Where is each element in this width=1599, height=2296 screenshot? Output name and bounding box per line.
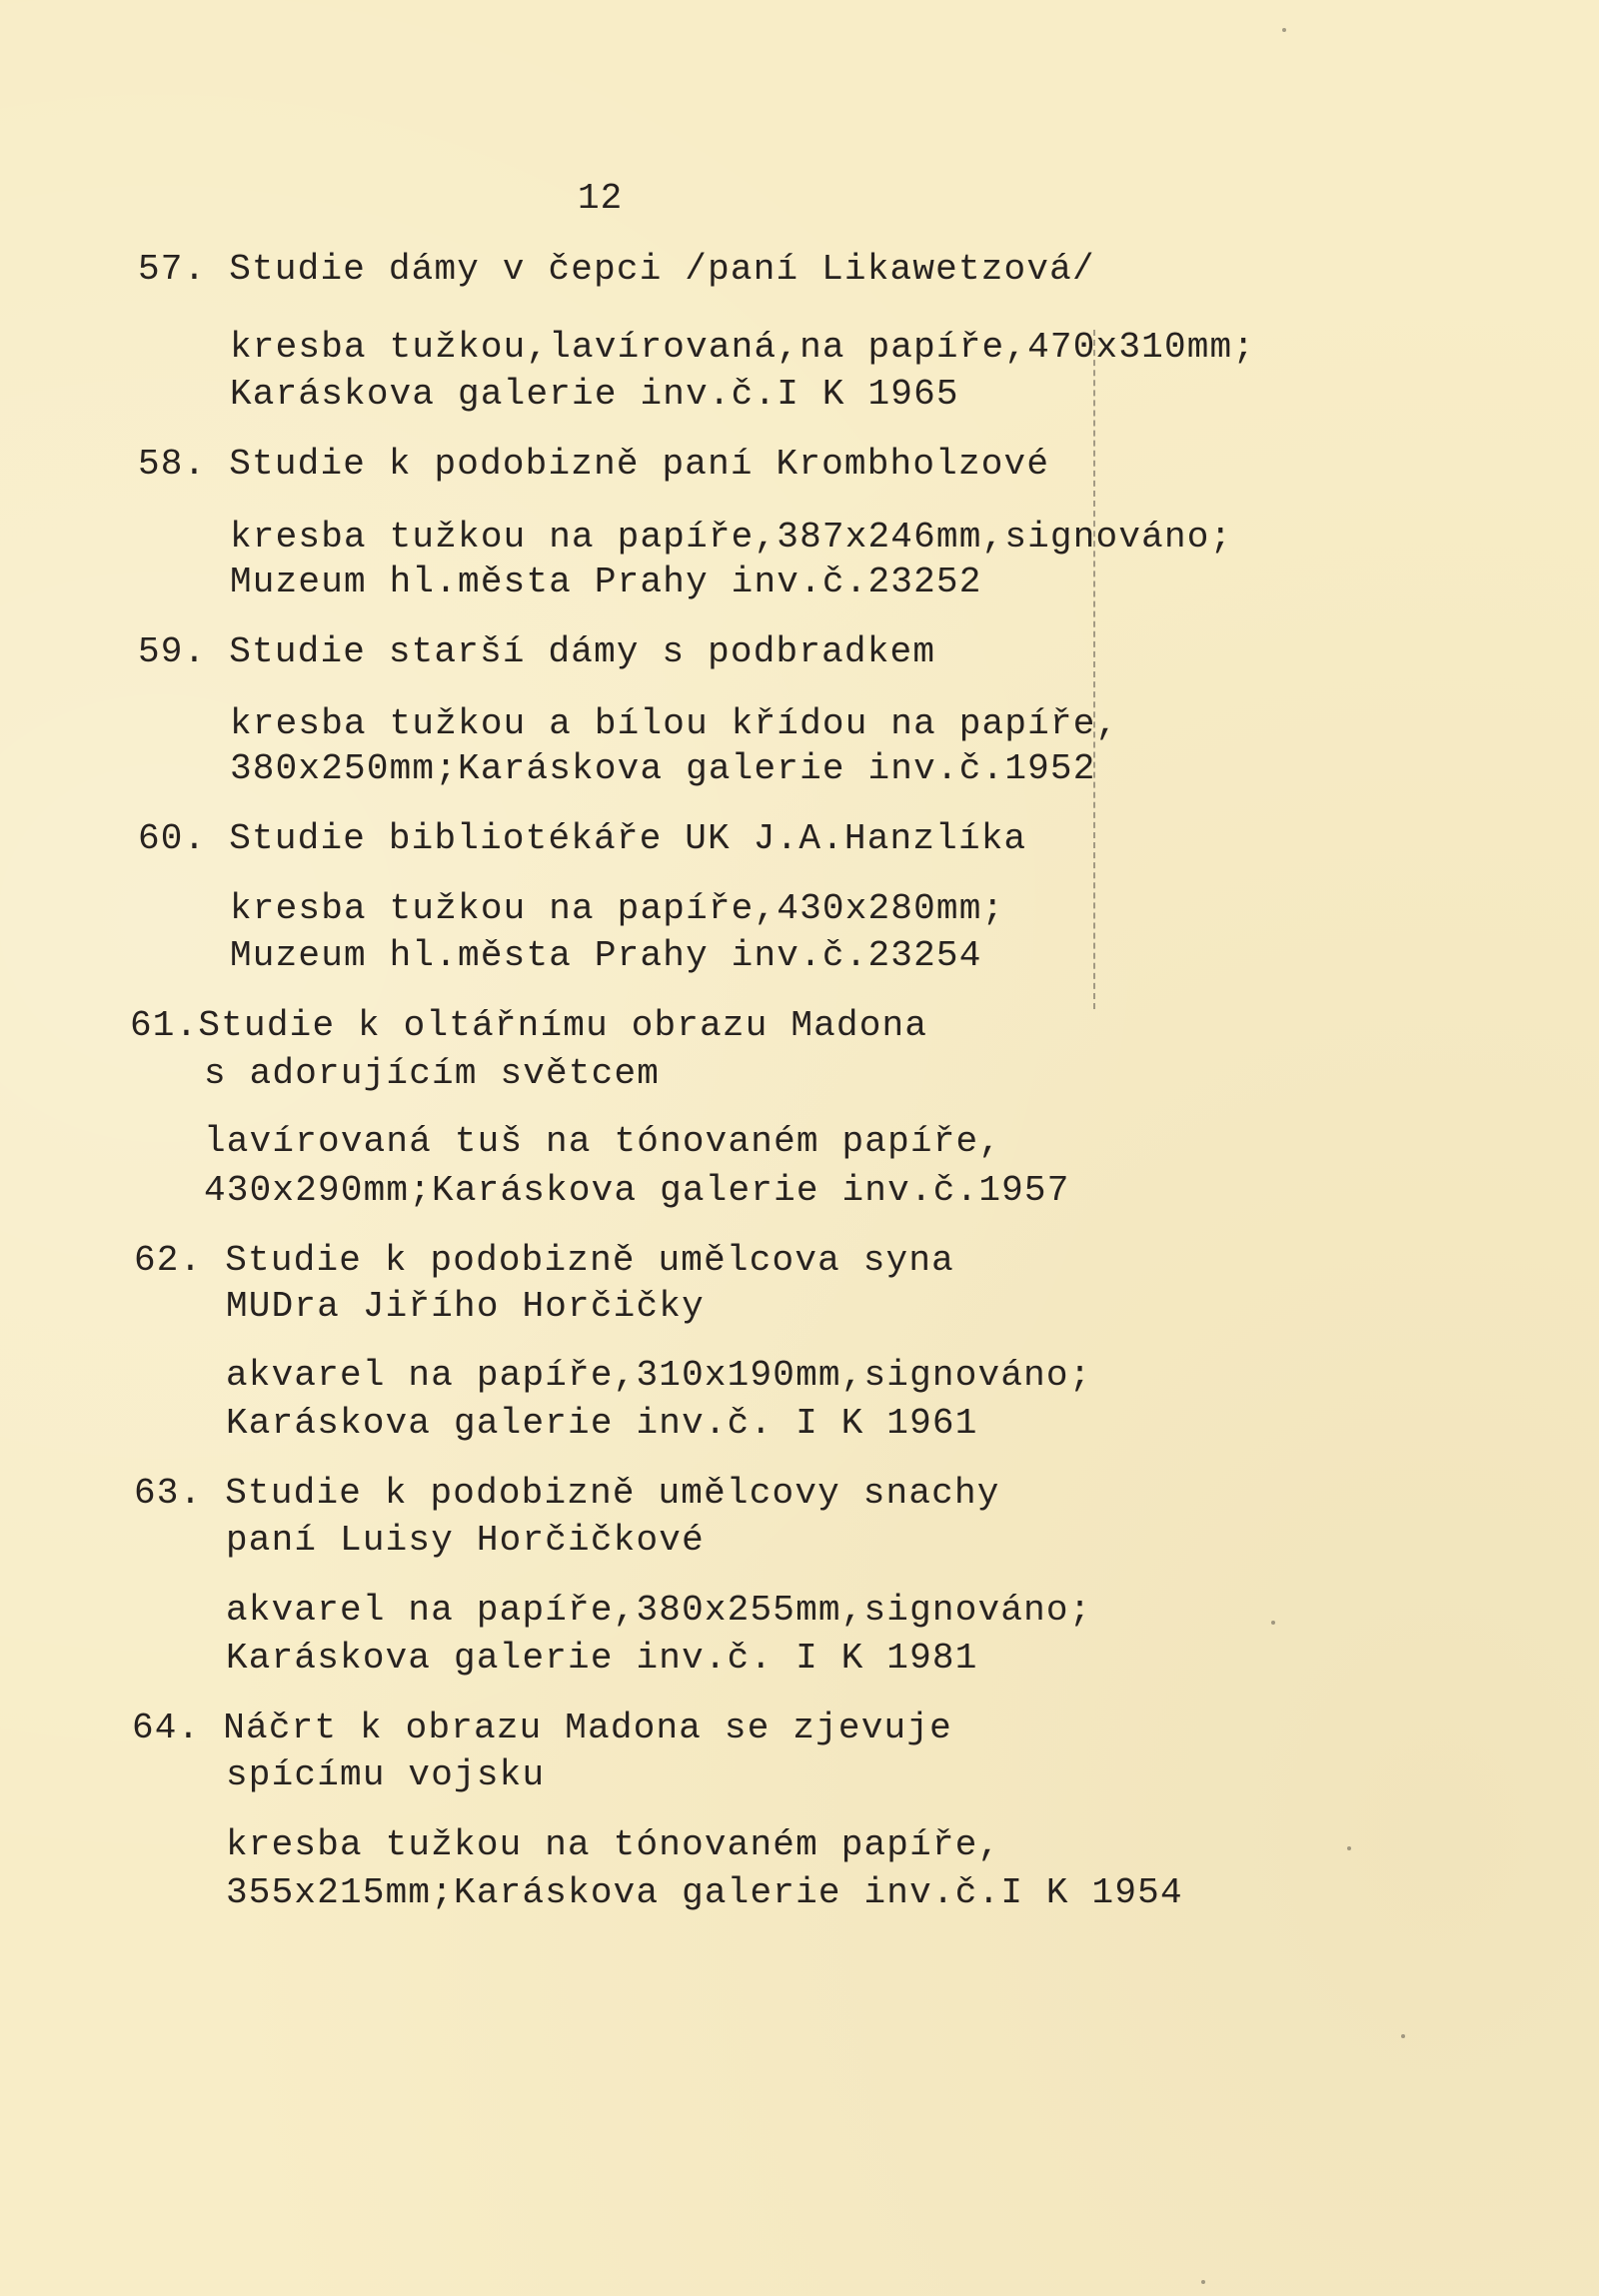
entry-63-title xyxy=(134,1474,1000,1514)
entry-59-title xyxy=(138,632,935,672)
entry-59-number: 59. xyxy=(138,631,207,672)
entry-64-number: 64. xyxy=(132,1708,201,1748)
entry-61-title-line-2: s adorujícím světcem xyxy=(204,1053,661,1094)
entry-57-title-line-1: Studie dámy v čepci /paní Likawetzová/ xyxy=(229,249,1095,290)
entry-61-number: 61. xyxy=(130,1005,199,1046)
entry-63-title-line-1: Studie k podobizně umělcovy snachy xyxy=(225,1473,1000,1514)
entry-64-detail-line-1: kresba tužkou na tónovaném papíře, xyxy=(226,1824,1001,1865)
entry-60-title-line-1: Studie bibliotékáře UK J.A.Hanzlíka xyxy=(229,818,1027,859)
entry-60-title xyxy=(138,819,1026,859)
entry-59-title-line-1: Studie starší dámy s podbradkem xyxy=(229,631,936,672)
page-number: 12 xyxy=(578,178,624,219)
entry-62-detail-line-2: Karáskova galerie inv.č. I K 1961 xyxy=(226,1403,978,1444)
entry-58-detail-line-2: Muzeum hl.města Prahy inv.č.23252 xyxy=(230,562,982,602)
entry-62-detail-line-1: akvarel na papíře,310x190mm,signováno; xyxy=(226,1355,1092,1396)
entry-58-title xyxy=(138,445,1049,485)
entry-57-number: 57. xyxy=(138,249,207,290)
entry-60-number: 60. xyxy=(138,818,207,859)
entry-57-detail-line-2: Karáskova galerie inv.č.I K 1965 xyxy=(230,374,959,415)
entry-64-title-line-1: Náčrt k obrazu Madona se zjevuje xyxy=(223,1708,952,1748)
entry-58-title-line-1: Studie k podobizně paní Krombholzové xyxy=(229,444,1050,485)
entry-58-detail-line-1: kresba tužkou na papíře,387x246mm,signováno; xyxy=(230,517,1233,558)
entry-59-detail-line-2: 380x250mm;Karáskova galerie inv.č.1952 xyxy=(230,748,1096,789)
entry-63-detail-line-2: Karáskova galerie inv.č. I K 1981 xyxy=(226,1638,978,1679)
entry-60-detail-line-1: kresba tužkou na papíře,430x280mm; xyxy=(230,888,1005,929)
entry-63-number: 63. xyxy=(134,1473,203,1514)
entry-61-title xyxy=(130,1006,927,1046)
entry-64-title-line-2: spícímu vojsku xyxy=(226,1754,546,1795)
entry-61-detail-line-1: lavírovaná tuš na tónovaném papíře, xyxy=(204,1121,1002,1162)
entry-62-title-line-2: MUDra Jiřího Horčičky xyxy=(226,1286,705,1327)
entry-63-title-line-2: paní Luisy Horčičkové xyxy=(226,1520,705,1561)
paper-speck xyxy=(1271,1621,1275,1625)
entry-64-detail-line-2: 355x215mm;Karáskova galerie inv.č.I K 1954 xyxy=(226,1872,1183,1913)
entry-59-detail-line-1: kresba tužkou a bílou křídou na papíře, xyxy=(230,703,1119,744)
entry-57-title xyxy=(138,250,1095,290)
entry-57-detail-line-1: kresba tužkou,lavírovaná,na papíře,470x310mm; xyxy=(230,327,1256,368)
paper-speck xyxy=(1401,2034,1405,2038)
entry-62-title-line-1: Studie k podobizně umělcova syna xyxy=(225,1240,954,1281)
paper-speck xyxy=(1201,2280,1205,2284)
entry-60-detail-line-2: Muzeum hl.města Prahy inv.č.23254 xyxy=(230,935,982,976)
paper-speck xyxy=(1282,28,1286,32)
margin-pencil-line xyxy=(1093,330,1095,1009)
entry-62-title xyxy=(134,1241,954,1281)
paper-speck xyxy=(1347,1846,1351,1850)
entry-61-title-line-1: Studie k oltářnímu obrazu Madona xyxy=(198,1005,928,1046)
entry-63-detail-line-1: akvarel na papíře,380x255mm,signováno; xyxy=(226,1590,1092,1631)
entry-64-title xyxy=(132,1709,952,1748)
entry-62-number: 62. xyxy=(134,1240,203,1281)
entry-58-number: 58. xyxy=(138,444,207,485)
entry-61-detail-line-2: 430x290mm;Karáskova galerie inv.č.1957 xyxy=(204,1170,1070,1211)
